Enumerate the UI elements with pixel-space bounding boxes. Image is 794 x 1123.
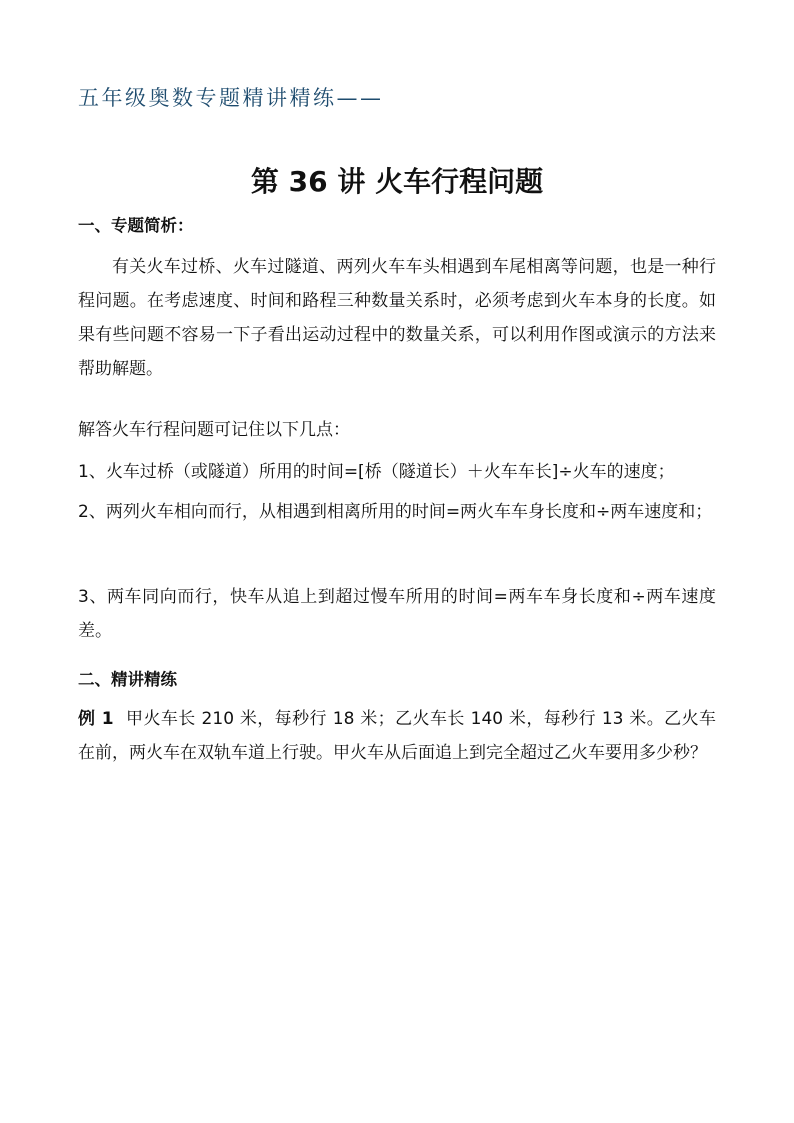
example-1 (78, 702, 716, 770)
points-lead: 解答火车行程问题可记住以下几点： (78, 420, 350, 440)
example-label: 例 1 (78, 709, 114, 729)
point-2: 2、两列火车相向而行，从相遇到相离所用的时间=两火车车身长度和÷两车速度和； (78, 502, 713, 522)
section-heading-practice: 二、精讲精练 (78, 670, 177, 689)
section-heading-analysis: 一、专题简析： (78, 216, 194, 235)
series-header: 五年级奥数专题精讲精练—— (78, 86, 384, 110)
lesson-title: 第 36 讲 火车行程问题 (250, 165, 544, 198)
point-1: 1、火车过桥（或隧道）所用的时间=[桥（隧道长）＋火车车长]÷火车的速度； (78, 462, 675, 482)
intro-paragraph: 有关火车过桥、火车过隧道、两列火车车头相遇到车尾相离等问题，也是一种行程问题。在考虑速度、时间和路程三种数量关系时，必须考虑到火车本身的长度。如果有些问题不容易一下子看出运动过程中的数量关系，可以利用作图或演示的方法来帮助解题。 (78, 257, 716, 379)
point-3: 3、两车同向而行，快车从追上到超过慢车所用的时间=两车车身长度和÷两车速度差。 (78, 587, 716, 641)
example-text: 甲火车长 210 米，每秒行 18 米；乙火车长 140 米，每秒行 13 米。乙火车在前，两火车在双轨车道上行驶。甲火车从后面追上到完全超过乙火车要用多少秒？ (78, 709, 717, 763)
